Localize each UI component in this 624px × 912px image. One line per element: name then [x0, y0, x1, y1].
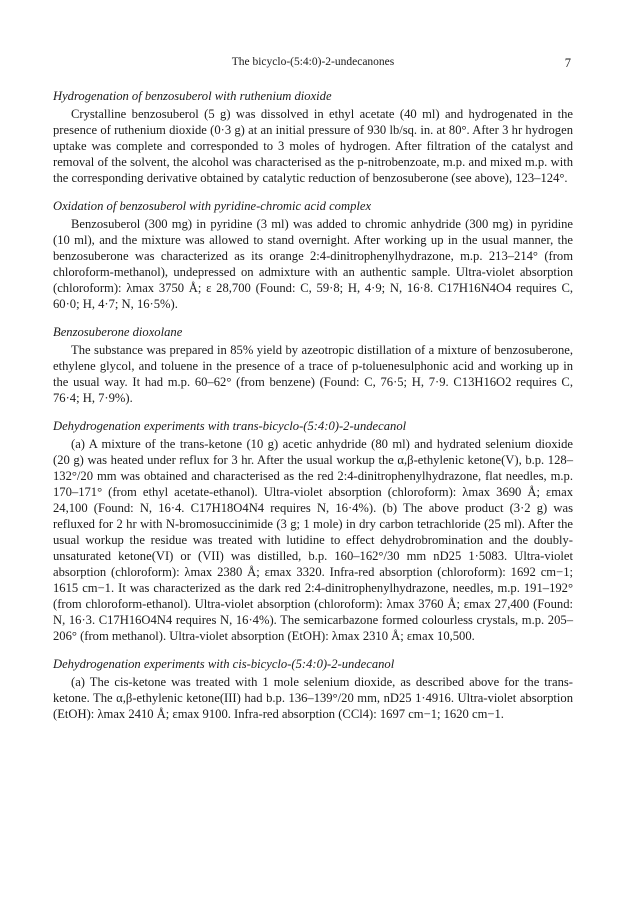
paragraph-trans-dehydrogenation: (a) A mixture of the trans-ketone (10 g) acetic anhydride (80 ml) and hydrated selenium dioxide (20 g) was heated under reflux for 3 hr. After the usual workup the α,β-ethylenic ketone(V), b.p. 128–132°/20 mm was obtained and characterised as the red 2:4-dinitrophenylhydrazone, flat needles, m.p. 170–171° (from ethyl acetate-ethanol). Ultra-violet absorption (chloroform): λmax 3690 Å; εmax 24,100 (Found: N, 16·4. C17H18O4N4 requires N, 16·4%). (b) The above product (3·2 g) was refluxed for 2 hr with N-bromosuccinimide (3 g; 1 mole) in dry carbon tetrachloride (25 ml). After the usual workup the residue was treated with lutidine to effect dehydrobromination and the doubly-unsaturated ketone(VI) or (VII) was distilled, b.p. 160–162°/30 mm nD25 1·5083. Ultra-violet absorption (chloroform): λmax 2380 Å; εmax 3320. Infra-red absorption (chloroform): 1692 cm−1; 1615 cm−1. It was characterized as the dark red 2:4-dinitrophenylhydrazone, needles, m.p. 191–192° (from chloroform-ethanol). Ultra-violet absorption (chloroform): λmax 3760 Å; εmax 27,400 (Found: N, 16·3. C17H16O4N4 requires N, 16·4%). The semicarbazone formed colourless crystals, m.p. 205–206° (from methanol). Ultra-violet absorption (EtOH): λmax 2310 Å; εmax 10,500.: [53, 437, 573, 643]
section-heading-trans-dehydrogenation: Dehydrogenation experiments with trans-bicyclo-(5:4:0)-2-undecanol: [53, 419, 407, 433]
section-heading-hydrogenation: Hydrogenation of benzosuberol with ruthenium dioxide: [53, 89, 332, 103]
paragraph-hydrogenation: Crystalline benzosuberol (5 g) was dissolved in ethyl acetate (40 ml) and hydrogenated in the presence of ruthenium dioxide (0·3 g) at an initial pressure of 930 lb/sq. in. at 80°. After 3 hr hydrogen uptake was complete and corresponded to 3 moles of hydrogen. After filtration of the catalyst and removal of the solvent, the alcohol was characterised as the p-nitrobenzoate, m.p. and mixed m.p. with the corresponding derivative obtained by catalytic reduction of benzosuberone (see above), 123–124°.: [53, 107, 573, 185]
section-heading-dioxolane: Benzosuberone dioxolane: [53, 325, 183, 339]
paragraph-oxidation: Benzosuberol (300 mg) in pyridine (3 ml) was added to chromic anhydride (300 mg) in pyridine (10 ml), and the mixture was allowed to stand overnight. After working up in the usual manner, the benzosuberone was characterized as its orange 2:4-dinitrophenylhydrazone, m.p. 213–214° (from chloroform-methanol), undepressed on admixture with an authentic sample. Ultra-violet absorption (chloroform): λmax 3750 Å; ε 28,700 (Found: C, 59·8; H, 4·9; N, 16·8. C17H16N4O4 requires C, 60·0; H, 4·7; N, 16·5%).: [53, 217, 573, 311]
paragraph-dioxolane: The substance was prepared in 85% yield by azeotropic distillation of a mixture of benzosuberone, ethylene glycol, and toluene in the presence of a trace of p-toluenesulphonic acid and working up in the usual way. It had m.p. 60–62° (from benzene) (Found: C, 76·5; H, 7·9. C13H16O2 requires C, 76·4; H, 7·9%).: [53, 343, 573, 405]
paragraph-cis-dehydrogenation: (a) The cis-ketone was treated with 1 mole selenium dioxide, as described above for the trans-ketone. The α,β-ethylenic ketone(III) had b.p. 136–139°/20 mm, nD25 1·4916. Ultra-violet absorption (EtOH): λmax 2410 Å; εmax 9100. Infra-red absorption (CCl4): 1697 cm−1; 1620 cm−1.: [53, 675, 573, 721]
running-head: The bicyclo-(5:4:0)-2-undecanones: [231, 56, 395, 68]
page-header: [53, 56, 573, 74]
journal-page: [53, 56, 573, 722]
section-heading-cis-dehydrogenation: Dehydrogenation experiments with cis-bicyclo-(5:4:0)-2-undecanol: [53, 657, 395, 671]
section-heading-oxidation: Oxidation of benzosuberol with pyridine-chromic acid complex: [53, 199, 372, 213]
page-number: 7: [564, 56, 571, 70]
